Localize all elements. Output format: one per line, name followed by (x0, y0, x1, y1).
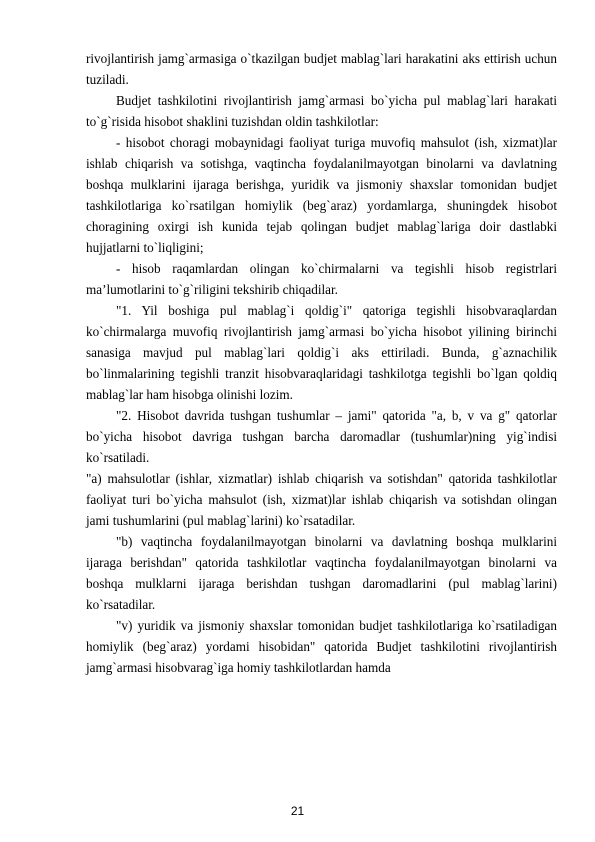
paragraph-line-a: "a) mahsulotlar (ishlar, xizmatlar) ishlab chiqarish va sotishdan" qatorida tashkilotlar faoliyat turi bo`yicha mahsulot (ish, xizmat)lar ishlab chiqarish va sotishdan olingan jami tushumlarini (pul mablag`larini) ko`rsatadilar. (86, 471, 557, 528)
paragraph-intro: Budjet tashkilotini rivojlantirish jamg`armasi bo`yicha pul mablag`lari harakati to`g`risida hisobot shaklini tuzishdan oldin tashkilotlar: (86, 93, 557, 129)
paragraph-list-item-2: - hisob raqamlardan olingan ko`chirmalarni va tegishli hisob registrlari ma’lumotlarini to`g`riligini tekshirib chiqadilar. (86, 261, 557, 297)
paragraph-line-v: "v) yuridik va jismoniy shaxslar tomonidan budjet tashkilotlariga ko`rsatiladigan homiylik (beg`araz) yordami hisobidan" qatorida Budjet tashkilotini rivojlantirish jamg`armasi hisobvarag`iga homiy tashkilotlardan hamda (86, 618, 557, 675)
document-body (86, 48, 557, 678)
paragraph-list-item-1: - hisobot choragi mobaynidagi faoliyat turiga muvofiq mahsulot (ish, xizmat)lar ishlab chiqarish va sotishga, vaqtincha foydalanilmayotgan binolarni va davlatning boshqa mulklarini ijaraga berishga, yuridik va jismoniy shaxslar tomonidan budjet tashkilotlariga ko`rsatilgan homiylik (beg`araz) yordamlarga, shuningdek hisobot choragining oxirgi ish kunida tejab qolingan budjet mablag`lariga doir dastlabki hujjatlarni to`liqligini; (86, 135, 557, 255)
page-number: 21 (290, 804, 305, 818)
paragraph-line-b: "b) vaqtincha foydalanilmayotgan binolarni va davlatning boshqa mulklarini ijaraga berishdan" qatorida tashkilotlar vaqtincha foydalanilmayotgan binolarni va boshqa mulklarni ijaraga berishdan tushgan daromadlarini (pul mablag`larini) ko`rsatadilar. (86, 534, 557, 612)
paragraph-continuation: rivojlantirish jamg`armasiga o`tkazilgan budjet mablag`lari harakatini aks ettirish uchun tuziladi. (86, 51, 557, 87)
paragraph-line-1: "1. Yil boshiga pul mablag`i qoldig`i" qatoriga tegishli hisobvaraqlardan ko`chirmalarga muvofiq rivojlantirish jamg`armasi bo`yicha hisobot yilining birinchi sanasiga mavjud pul mablag`lari qoldig`i aks ettiriladi. Bunda, g`aznachilik bo`linmalarining tegishli tranzit hisobvaraqlaridagi tashkilotga tegishli bo`lgan qoldiq mablag`lar ham hisobga olinishi lozim. (86, 303, 557, 402)
paragraph-line-2: "2. Hisobot davrida tushgan tushumlar – jami" qatorida "a, b, v va g" qatorlar bo`yicha hisobot davriga tushgan barcha daromadlar (tushumlar)ning yig`indisi ko`rsatiladi. (86, 408, 557, 465)
